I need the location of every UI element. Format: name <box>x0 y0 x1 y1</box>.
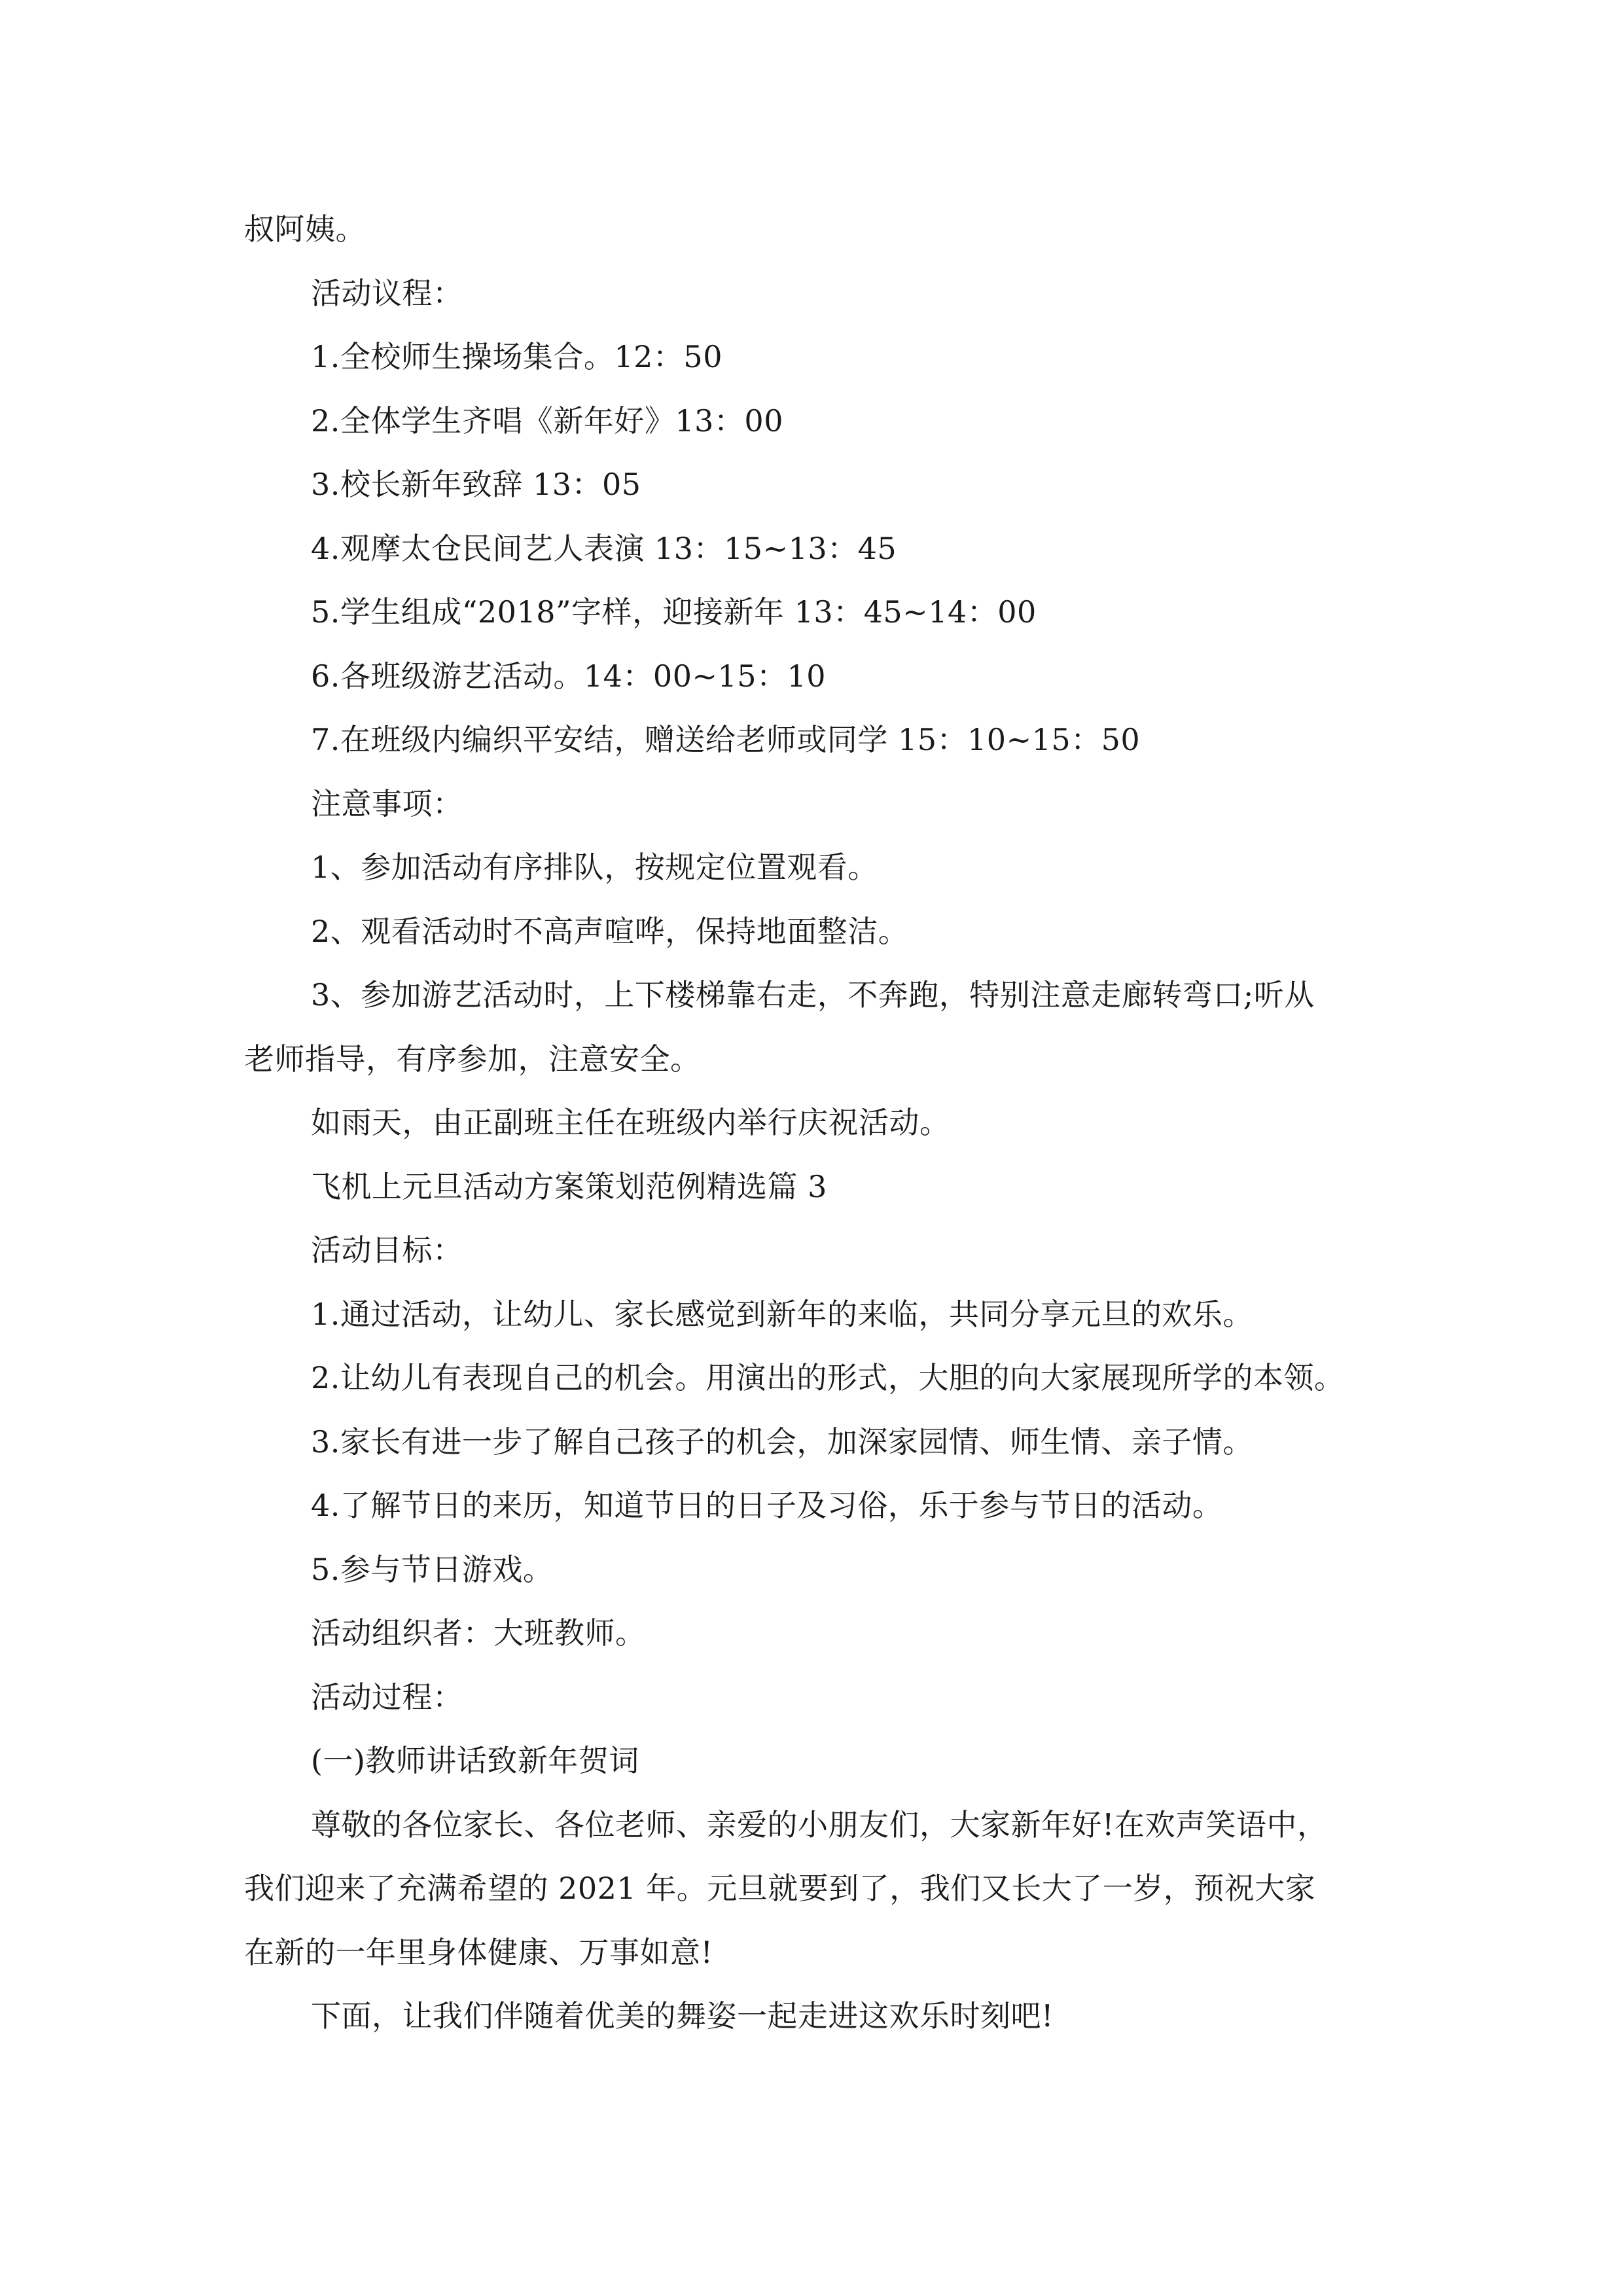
notice-item: 1、参加活动有序排队，按规定位置观看。 <box>311 850 878 885</box>
section-heading: 注意事项： <box>311 786 463 821</box>
text-line: 如雨天，由正副班主任在班级内举行庆祝活动。 <box>311 1105 950 1140</box>
agenda-item: 2.全体学生齐唱《新年好》13：00 <box>311 403 783 439</box>
chapter-title: 飞机上元旦活动方案策划范例精选篇 3 <box>311 1169 827 1204</box>
goal-item: 4.了解节日的来历，知道节日的日子及习俗，乐于参与节日的活动。 <box>311 1488 1223 1523</box>
goal-item: 5.参与节日游戏。 <box>311 1552 554 1587</box>
section-heading: 活动议程： <box>311 276 463 311</box>
text-line: 活动组织者：大班教师。 <box>311 1615 646 1651</box>
text-line: 尊敬的各位家长、各位老师、亲爱的小朋友们，大家新年好!在欢声笑语中， <box>311 1807 1328 1842</box>
agenda-item: 5.学生组成“2018”字样，迎接新年 13：45~14：00 <box>311 594 1037 630</box>
notice-item: 2、观看活动时不高声喧哗，保持地面整洁。 <box>311 914 909 949</box>
goal-item: 3.家长有进一步了解自己孩子的机会，加深家园情、师生情、亲子情。 <box>311 1424 1253 1460</box>
agenda-item: 6.各班级游艺活动。14：00~15：10 <box>311 658 827 694</box>
text-line: 我们迎来了充满希望的 2021 年。元旦就要到了，我们又长大了一岁，预祝大家 <box>244 1871 1316 1906</box>
section-heading: 活动目标： <box>311 1232 463 1268</box>
agenda-item: 7.在班级内编织平安结，赠送给老师或同学 15：10~15：50 <box>311 722 1141 757</box>
text-line: 下面，让我们伴随着优美的舞姿一起走进这欢乐时刻吧! <box>311 1998 1054 2034</box>
text-line: 叔阿姨。 <box>244 211 366 247</box>
agenda-item: 1.全校师生操场集合。12：50 <box>311 339 722 374</box>
agenda-item: 3.校长新年致辞 13：05 <box>311 467 641 502</box>
goal-item: 2.让幼儿有表现自己的机会。用演出的形式，大胆的向大家展现所学的本领。 <box>311 1360 1345 1395</box>
notice-item: 3、参加游艺活动时，上下楼梯靠右走，不奔跑，特别注意走廊转弯口;听从 <box>311 977 1315 1013</box>
notice-item-continuation: 老师指导，有序参加，注意安全。 <box>244 1041 701 1077</box>
text-line: 在新的一年里身体健康、万事如意! <box>244 1935 713 1970</box>
section-heading: 活动过程： <box>311 1679 463 1715</box>
goal-item: 1.通过活动，让幼儿、家长感觉到新年的来临，共同分享元旦的欢乐。 <box>311 1297 1253 1332</box>
subsection-heading: (一)教师讲话致新年贺词 <box>311 1743 639 1778</box>
agenda-item: 4.观摩太仓民间艺人表演 13：15~13：45 <box>311 531 897 566</box>
